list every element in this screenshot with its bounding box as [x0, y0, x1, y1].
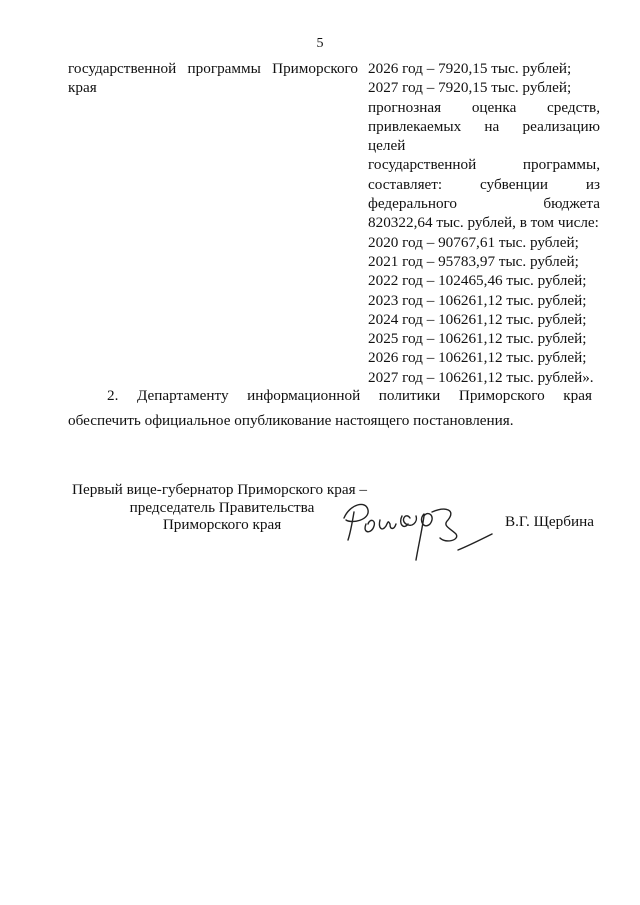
- funding-line: 2024 год – 106261,12 тыс. рублей;: [368, 310, 587, 328]
- funding-line: 2021 год – 95783,97 тыс. рублей;: [368, 252, 579, 270]
- funding-line: 820322,64 тыс. рублей, в том числе:: [368, 214, 599, 232]
- page-number: 5: [316, 36, 324, 51]
- funding-line: 2025 год – 106261,12 тыс. рублей;: [368, 330, 587, 348]
- funding-line: 2023 год – 106261,12 тыс. рублей;: [368, 291, 587, 309]
- paragraph-line: обеспечить официальное опубликование настоящего постановления.: [68, 412, 514, 429]
- signer-name: В.Г. Щербина: [505, 513, 594, 530]
- funding-line: федерального бюджета: [368, 195, 600, 213]
- position-line: Приморского края: [162, 516, 282, 533]
- funding-line: 2026 год – 106261,12 тыс. рублей;: [368, 349, 587, 367]
- position-line: председатель Правительства: [129, 498, 315, 516]
- table-left-cell: государственной программы Приморского края: [68, 60, 358, 97]
- funding-line: 2027 год – 106261,12 тыс. рублей».: [368, 368, 594, 386]
- resolution-paragraph: [68, 383, 592, 433]
- funding-line: прогнозная оценка средств,: [368, 98, 600, 116]
- funding-line: составляет: субвенции из: [368, 175, 600, 193]
- position-line: Первый вице-губернатор Приморского края –: [72, 481, 367, 498]
- funding-line: 2022 год – 102465,46 тыс. рублей;: [368, 272, 587, 290]
- funding-line: государственной программы,: [368, 156, 600, 174]
- table-right-cell: [368, 59, 600, 387]
- handwritten-signature: [332, 490, 512, 570]
- funding-line: привлекаемых на реализацию целей: [368, 117, 600, 155]
- funding-line: 2026 год – 7920,15 тыс. рублей;: [368, 60, 572, 77]
- funding-line: 2020 год – 90767,61 тыс. рублей;: [368, 233, 579, 251]
- paragraph-line: 2. Департаменту информационной политики Приморского края: [107, 387, 592, 404]
- funding-line: 2027 год – 7920,15 тыс. рублей;: [368, 79, 572, 97]
